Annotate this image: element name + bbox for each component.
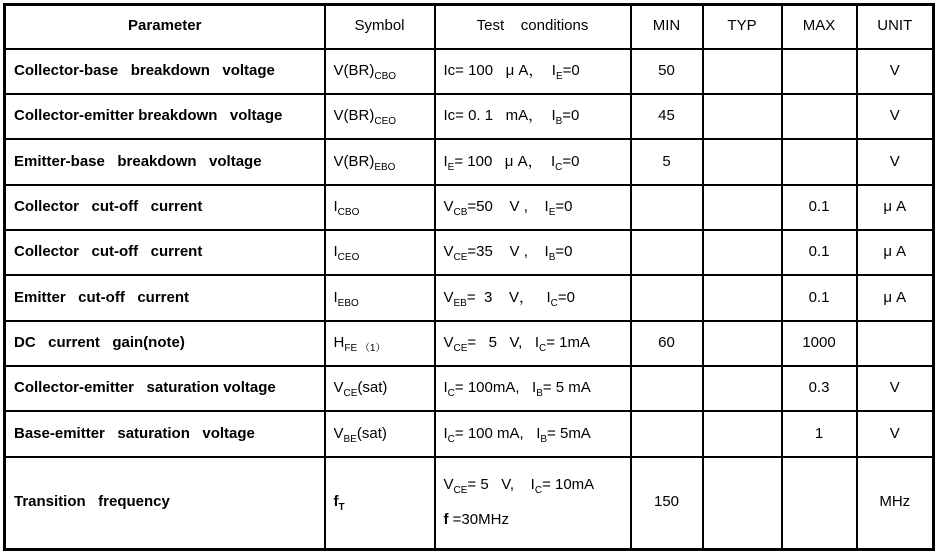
cell-typ	[703, 366, 782, 411]
cell-symbol: $V_{BE}(sat)$	[325, 411, 435, 456]
cell-max	[782, 457, 857, 550]
column-header-max: MAX	[782, 5, 857, 49]
condition-line: $V_{CE}= 5$ V, $I_C= 10mA$	[443, 476, 595, 497]
cell-typ	[703, 49, 782, 94]
column-header-parameter: Parameter	[5, 5, 325, 49]
cell-max	[782, 139, 857, 184]
cell-unit: V	[857, 94, 934, 139]
cell-parameter: Collector-emitter breakdown voltage	[5, 94, 325, 139]
condition-line: Ic= 0. 1 mA， $I_B=0$	[443, 107, 580, 128]
table-row	[5, 321, 934, 366]
cell-parameter: Collector cut-off current	[5, 230, 325, 275]
cell-max: 1	[782, 411, 857, 456]
cell-unit: μ A	[857, 230, 934, 275]
cell-symbol: $V(BR)_{EBO}$	[325, 139, 435, 184]
cell-typ	[703, 139, 782, 184]
condition-line: $V_{CE}=35$ V , $I_B=0$	[443, 243, 573, 264]
table-row	[5, 411, 934, 456]
cell-max: 0.1	[782, 185, 857, 230]
cell-min: 150	[631, 457, 703, 550]
cell-unit: MHz	[857, 457, 934, 550]
cell-max: 0.1	[782, 230, 857, 275]
cell-parameter: Collector-base breakdown voltage	[5, 49, 325, 94]
table-row	[5, 366, 934, 411]
cell-min: 50	[631, 49, 703, 94]
cell-max	[782, 94, 857, 139]
table-row	[5, 275, 934, 320]
cell-symbol: $I_{EBO}$	[325, 275, 435, 320]
cell-unit	[857, 321, 934, 366]
cell-unit: V	[857, 366, 934, 411]
cell-min	[631, 230, 703, 275]
column-header-typ: TYP	[703, 5, 782, 49]
table-row	[5, 185, 934, 230]
cell-parameter: Base-emitter saturation voltage	[5, 411, 325, 456]
condition-line: $V_{EB}= 3$ V， $I_C=0$	[443, 288, 575, 309]
condition-line: $V_{CB}=50$ V , $I_E=0$	[443, 197, 573, 218]
cell-unit: V	[857, 139, 934, 184]
cell-typ	[703, 457, 782, 550]
condition-line: $I_C= 100mA$, $I_B= 5$ mA	[443, 379, 591, 400]
cell-typ	[703, 185, 782, 230]
cell-min	[631, 185, 703, 230]
condition-line: f =30MHz	[443, 510, 509, 528]
cell-test-conditions	[435, 49, 631, 94]
condition-line: $I_C= 100$ mA, $I_B= 5mA$	[443, 424, 591, 445]
cell-max: 0.3	[782, 366, 857, 411]
column-header-conditions: Test conditions	[435, 5, 631, 49]
cell-symbol: $I_{CEO}$	[325, 230, 435, 275]
condition-line: Ic= 100 μ A， $I_E=0$	[443, 61, 580, 82]
cell-typ	[703, 275, 782, 320]
cell-min	[631, 275, 703, 320]
electrical-characteristics-table	[3, 3, 935, 551]
cell-typ	[703, 321, 782, 366]
table-row	[5, 139, 934, 184]
cell-symbol: $V(BR)_{CEO}$	[325, 94, 435, 139]
condition-line: $I_E= 100$ μ A， $I_C=0$	[443, 152, 580, 173]
cell-test-conditions	[435, 230, 631, 275]
cell-min	[631, 411, 703, 456]
cell-test-conditions	[435, 411, 631, 456]
cell-test-conditions	[435, 185, 631, 230]
cell-unit: V	[857, 411, 934, 456]
cell-max: 1000	[782, 321, 857, 366]
cell-typ	[703, 411, 782, 456]
cell-unit: μ A	[857, 185, 934, 230]
cell-symbol: $V_{CE}(sat)$	[325, 366, 435, 411]
column-header-min: MIN	[631, 5, 703, 49]
cell-test-conditions	[435, 366, 631, 411]
cell-min: 45	[631, 94, 703, 139]
cell-min	[631, 366, 703, 411]
cell-unit: μ A	[857, 275, 934, 320]
condition-line: $V_{CE}= 5$ V, $I_C= 1mA$	[443, 333, 591, 354]
cell-test-conditions	[435, 275, 631, 320]
cell-typ	[703, 230, 782, 275]
cell-test-conditions	[435, 139, 631, 184]
cell-parameter: Collector cut-off current	[5, 185, 325, 230]
table-row	[5, 94, 934, 139]
cell-symbol: $V(BR)_{CBO}$	[325, 49, 435, 94]
cell-parameter: DC current gain(note)	[5, 321, 325, 366]
cell-parameter: Emitter-base breakdown voltage	[5, 139, 325, 184]
cell-symbol: $f_T$	[325, 457, 435, 550]
column-header-symbol: Symbol	[325, 5, 435, 49]
cell-unit: V	[857, 49, 934, 94]
cell-min: 5	[631, 139, 703, 184]
cell-test-conditions	[435, 94, 631, 139]
cell-symbol: $H_{FE (1)}$	[325, 321, 435, 366]
cell-parameter: Collector-emitter saturation voltage	[5, 366, 325, 411]
cell-parameter: Emitter cut-off current	[5, 275, 325, 320]
table-row	[5, 49, 934, 94]
cell-max	[782, 49, 857, 94]
cell-test-conditions	[435, 321, 631, 366]
cell-parameter: Transition frequency	[5, 457, 325, 550]
table-row	[5, 230, 934, 275]
table-header-row	[5, 5, 934, 49]
column-header-unit: UNIT	[857, 5, 934, 49]
cell-symbol: $I_{CBO}$	[325, 185, 435, 230]
cell-typ	[703, 94, 782, 139]
cell-min: 60	[631, 321, 703, 366]
cell-test-conditions	[435, 457, 631, 550]
table-row	[5, 457, 934, 550]
cell-max: 0.1	[782, 275, 857, 320]
